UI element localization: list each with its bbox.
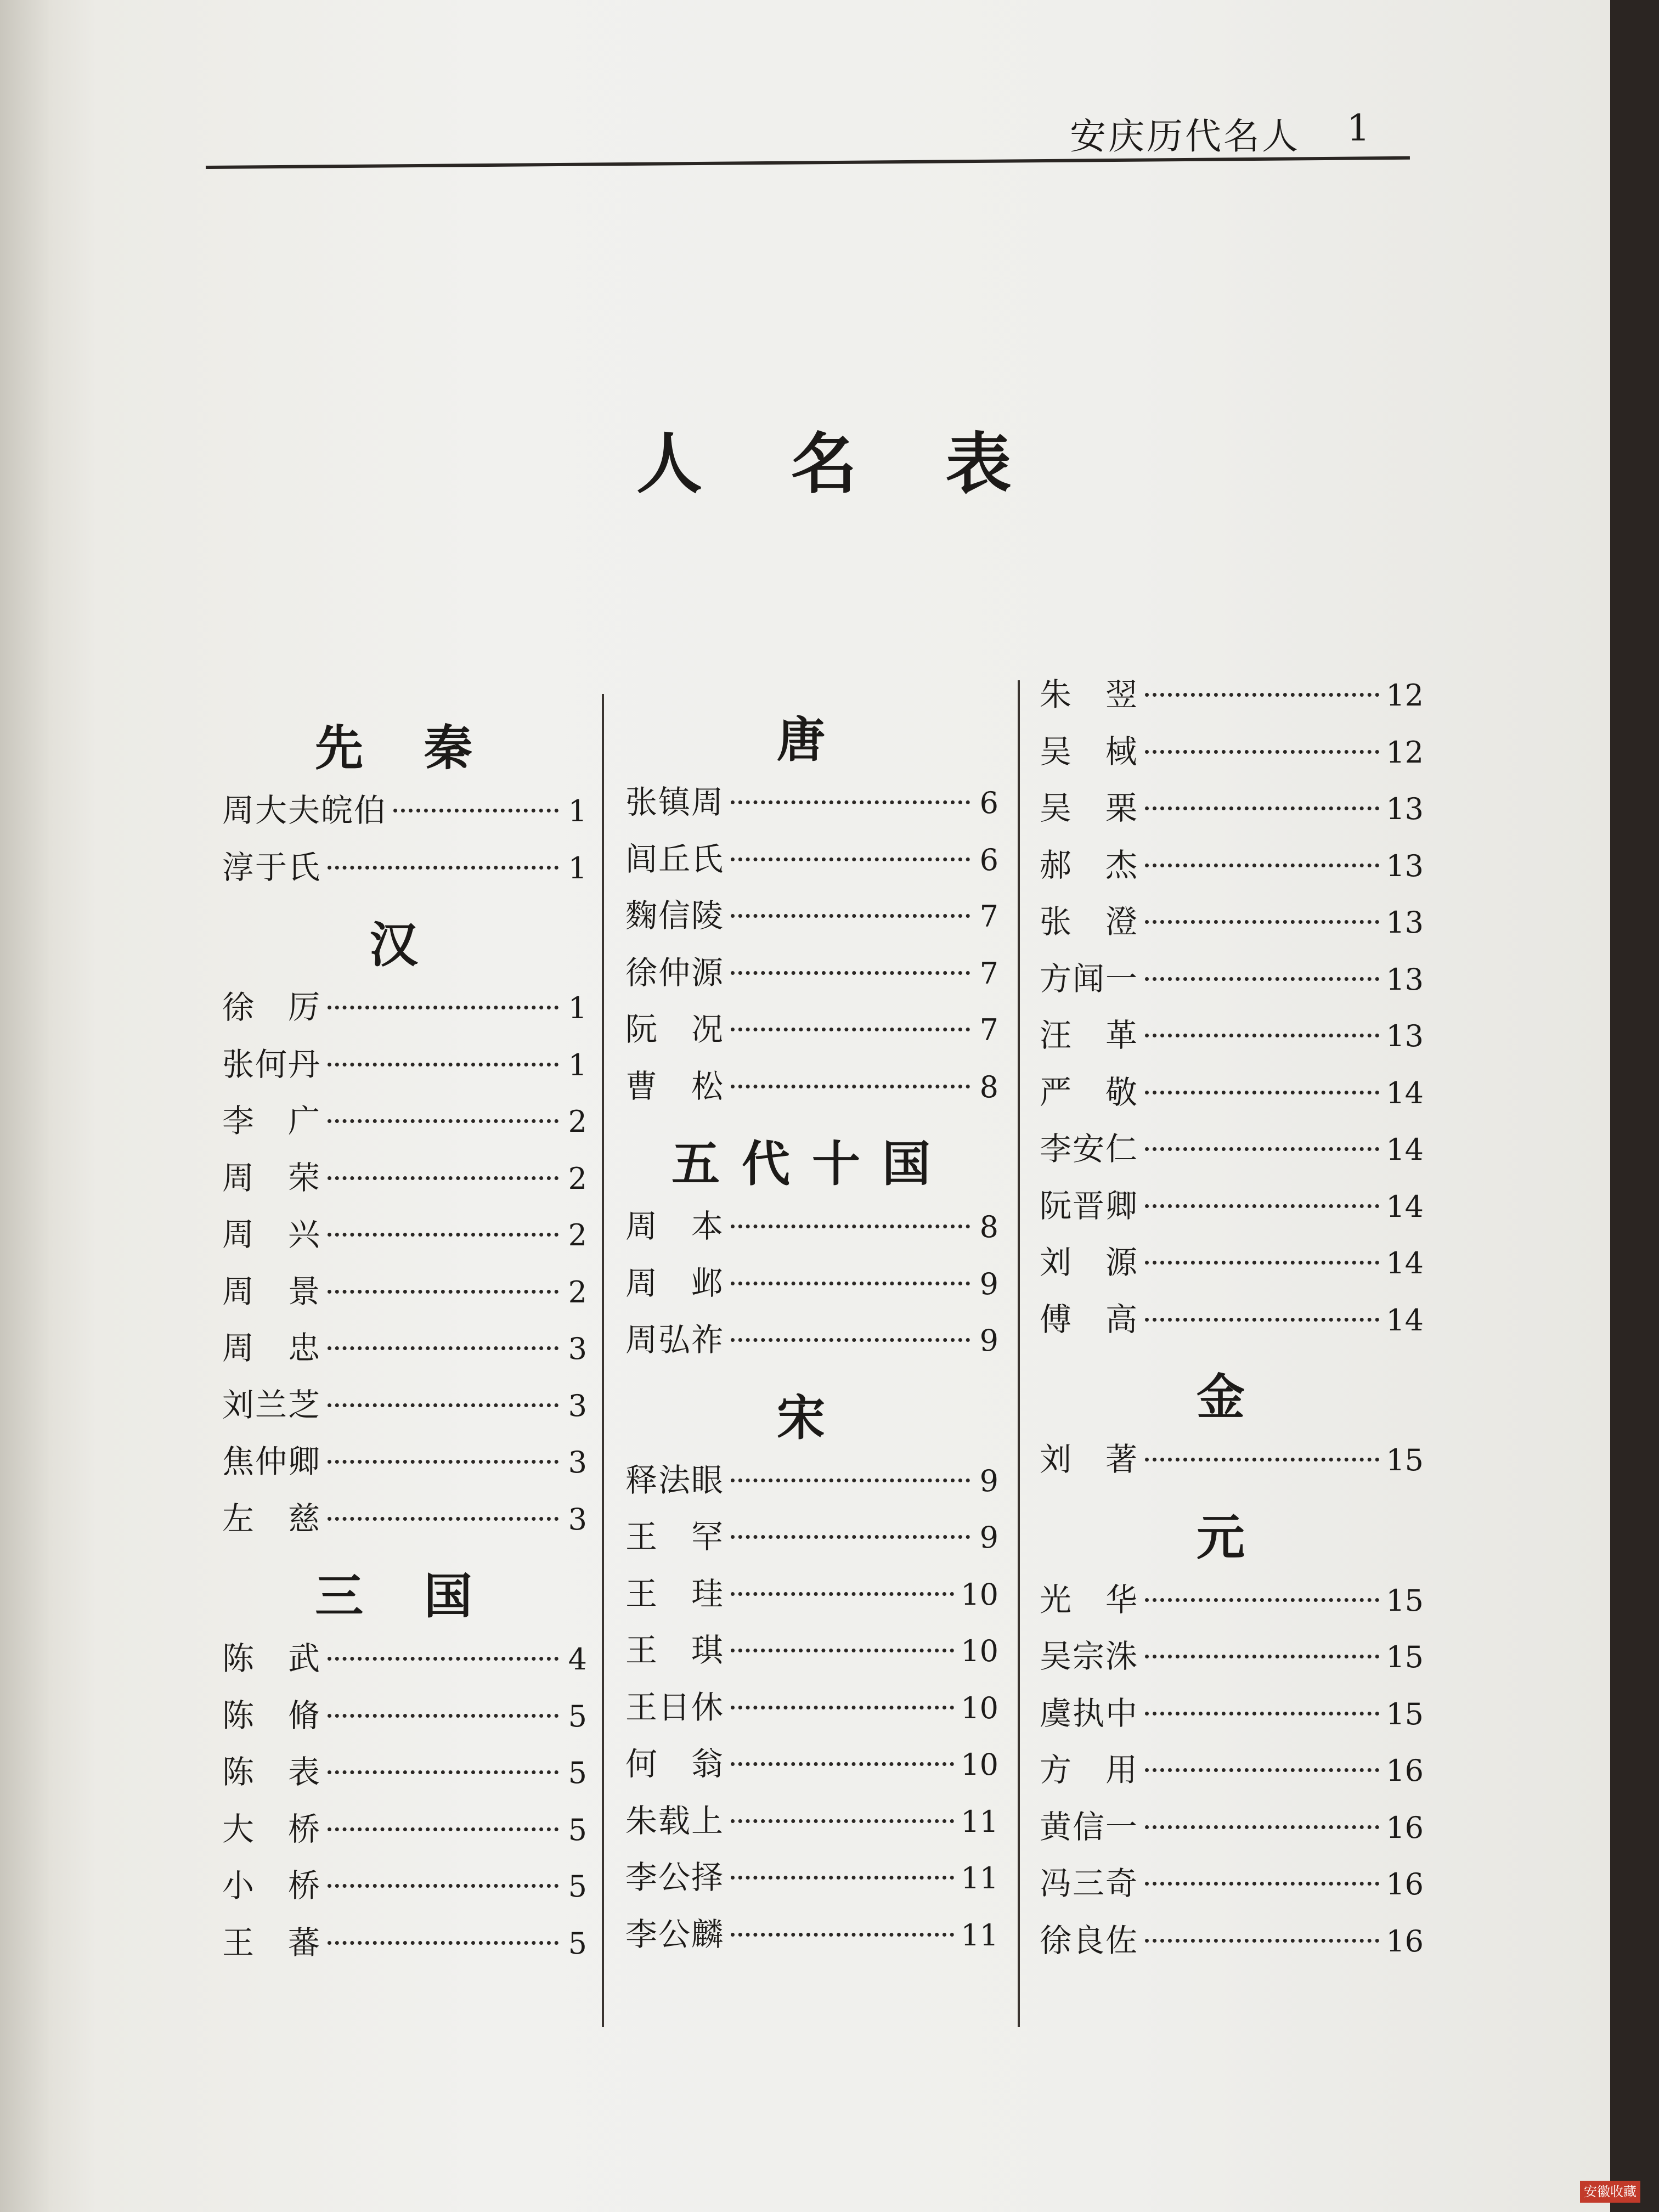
entry-page-number: 9 bbox=[979, 1266, 998, 1301]
index-entry bbox=[222, 1491, 587, 1548]
entry-page-number: 13 bbox=[1386, 1019, 1424, 1053]
dot-leader bbox=[731, 1479, 970, 1482]
index-entry bbox=[1040, 1064, 1424, 1121]
entry-name: 王日休 bbox=[625, 1688, 725, 1726]
index-entry bbox=[1040, 780, 1424, 837]
index-entry bbox=[1040, 1742, 1424, 1799]
index-entry bbox=[625, 831, 998, 888]
dot-leader bbox=[1145, 977, 1379, 981]
entry-name: 何 翁 bbox=[625, 1745, 725, 1782]
entry-name: 阮晋卿 bbox=[1040, 1187, 1139, 1224]
entry-page-number: 5 bbox=[568, 1869, 587, 1904]
dot-leader bbox=[1145, 1091, 1379, 1094]
entry-name: 刘 著 bbox=[1040, 1441, 1139, 1478]
index-entry bbox=[1040, 1572, 1424, 1629]
column-divider-2 bbox=[1018, 680, 1020, 2027]
index-entry bbox=[1040, 837, 1424, 894]
dot-leader bbox=[731, 914, 970, 918]
index-entry bbox=[625, 1849, 998, 1906]
index-entry bbox=[222, 1206, 587, 1263]
index-entry bbox=[1040, 724, 1424, 781]
entry-page-number: 7 bbox=[979, 956, 998, 991]
entry-name: 周 兴 bbox=[222, 1216, 321, 1253]
entry-page-number: 16 bbox=[1386, 1867, 1424, 1901]
entry-name: 周 景 bbox=[222, 1272, 321, 1310]
entry-name: 张 澄 bbox=[1040, 903, 1139, 940]
entry-page-number: 4 bbox=[568, 1642, 587, 1677]
entry-name: 方闻一 bbox=[1040, 960, 1139, 997]
dot-leader bbox=[328, 1770, 558, 1774]
dot-leader bbox=[1145, 1939, 1379, 1943]
dot-leader bbox=[1145, 1458, 1379, 1462]
dot-leader bbox=[328, 1233, 558, 1237]
entry-name: 刘兰芝 bbox=[222, 1386, 321, 1424]
entry-page-number: 15 bbox=[1386, 1696, 1424, 1731]
dot-leader bbox=[731, 1933, 954, 1937]
section-title: 五代十国 bbox=[671, 1135, 952, 1192]
dot-leader bbox=[731, 1876, 954, 1880]
dot-leader bbox=[328, 1714, 558, 1718]
entry-page-number: 11 bbox=[961, 1917, 998, 1953]
entry-page-number: 5 bbox=[568, 1812, 587, 1847]
entry-name: 曹 松 bbox=[625, 1067, 725, 1105]
dot-leader bbox=[731, 1028, 970, 1031]
entry-page-number: 11 bbox=[961, 1804, 998, 1839]
index-entry bbox=[1040, 1291, 1424, 1348]
section-title: 唐 bbox=[776, 711, 847, 768]
index-entry bbox=[222, 1150, 587, 1207]
entry-page-number: 16 bbox=[1386, 1923, 1424, 1959]
entry-page-number: 14 bbox=[1386, 1189, 1424, 1224]
watermark-stamp: 安徽收藏 bbox=[1580, 2181, 1640, 2203]
entry-page-number: 2 bbox=[568, 1274, 587, 1310]
entry-page-number: 7 bbox=[979, 899, 998, 934]
dot-leader bbox=[1145, 920, 1379, 924]
section-title: 三 国 bbox=[315, 1567, 494, 1624]
dot-leader bbox=[328, 1119, 558, 1123]
entry-name: 周 荣 bbox=[222, 1159, 321, 1197]
entry-page-number: 12 bbox=[1386, 678, 1424, 713]
entry-name: 刘 源 bbox=[1040, 1244, 1139, 1281]
entry-name: 傅 高 bbox=[1040, 1300, 1139, 1338]
entry-page-number: 6 bbox=[979, 842, 998, 877]
entry-page-number: 14 bbox=[1386, 1132, 1424, 1167]
index-entry bbox=[1040, 1799, 1424, 1856]
section-title: 金 bbox=[1196, 1368, 1267, 1425]
entry-name: 左 慈 bbox=[222, 1499, 321, 1537]
index-entry bbox=[625, 1001, 998, 1058]
dot-leader bbox=[1145, 1712, 1379, 1716]
entry-page-number: 16 bbox=[1386, 1810, 1424, 1845]
index-entry bbox=[625, 1058, 998, 1115]
page-binding-shadow bbox=[0, 0, 49, 2212]
running-header-page-number: 1 bbox=[1347, 107, 1370, 149]
dot-leader bbox=[328, 1403, 558, 1407]
index-column-1 bbox=[222, 713, 587, 1971]
entry-page-number: 5 bbox=[568, 1926, 587, 1961]
header-rule bbox=[206, 156, 1410, 169]
index-entry bbox=[1040, 1121, 1424, 1178]
dot-leader bbox=[328, 1941, 558, 1945]
index-entry bbox=[625, 1255, 998, 1312]
index-entry bbox=[1040, 1685, 1424, 1742]
entry-name: 冯三奇 bbox=[1040, 1865, 1139, 1902]
entry-page-number: 13 bbox=[1386, 905, 1424, 940]
dot-leader bbox=[1145, 1768, 1379, 1772]
index-entry bbox=[1040, 1431, 1424, 1488]
entry-page-number: 7 bbox=[979, 1013, 998, 1047]
entry-page-number: 5 bbox=[568, 1756, 587, 1790]
section-gap bbox=[625, 1115, 998, 1129]
index-entry bbox=[1040, 894, 1424, 951]
dot-leader bbox=[1145, 806, 1379, 810]
entry-page-number: 11 bbox=[961, 1861, 998, 1895]
entry-page-number: 10 bbox=[961, 1634, 998, 1668]
entry-page-number: 9 bbox=[979, 1323, 998, 1358]
entry-name: 周 忠 bbox=[222, 1329, 321, 1367]
index-entry bbox=[222, 782, 587, 839]
entry-name: 方 用 bbox=[1040, 1751, 1139, 1788]
dot-leader bbox=[328, 1006, 558, 1009]
section-gap bbox=[625, 1369, 998, 1383]
entry-page-number: 10 bbox=[961, 1690, 998, 1725]
dot-leader bbox=[328, 1460, 558, 1464]
dot-leader bbox=[1145, 1204, 1379, 1208]
entry-name: 徐 厉 bbox=[222, 989, 321, 1026]
dot-leader bbox=[328, 1063, 558, 1066]
dot-leader bbox=[731, 971, 970, 975]
entry-name: 李 广 bbox=[222, 1102, 321, 1139]
entry-name: 李公麟 bbox=[625, 1915, 725, 1953]
index-entry bbox=[625, 1736, 998, 1793]
index-entry bbox=[625, 1312, 998, 1369]
index-entry bbox=[1040, 1855, 1424, 1912]
index-entry bbox=[625, 1509, 998, 1566]
entry-page-number: 3 bbox=[568, 1502, 587, 1537]
entry-page-number: 16 bbox=[1386, 1753, 1424, 1788]
entry-page-number: 15 bbox=[1386, 1583, 1424, 1618]
index-entry bbox=[222, 1801, 587, 1858]
dot-leader bbox=[731, 1282, 970, 1285]
index-entry bbox=[1040, 1912, 1424, 1970]
dot-leader bbox=[328, 1884, 558, 1888]
entry-name: 陈 脩 bbox=[222, 1696, 321, 1734]
index-entry bbox=[222, 1263, 587, 1321]
index-entry bbox=[625, 888, 998, 945]
entry-name: 李安仁 bbox=[1040, 1130, 1139, 1167]
dot-leader bbox=[731, 1706, 954, 1709]
index-entry bbox=[222, 1915, 587, 1972]
entry-page-number: 15 bbox=[1386, 1443, 1424, 1477]
dot-leader bbox=[731, 1592, 954, 1596]
entry-page-number: 9 bbox=[979, 1520, 998, 1555]
section-title: 元 bbox=[1196, 1508, 1267, 1566]
entry-name: 徐良佐 bbox=[1040, 1921, 1139, 1959]
dot-leader bbox=[731, 1762, 954, 1766]
entry-name: 小 桥 bbox=[222, 1867, 321, 1904]
entry-name: 阮 况 bbox=[625, 1011, 725, 1048]
dot-leader bbox=[1145, 1034, 1379, 1037]
entry-name: 王 琪 bbox=[625, 1632, 725, 1669]
entry-page-number: 10 bbox=[961, 1577, 998, 1612]
entry-name: 王 罕 bbox=[625, 1518, 725, 1555]
index-entry bbox=[625, 1566, 998, 1623]
entry-page-number: 13 bbox=[1386, 848, 1424, 883]
index-entry bbox=[1040, 667, 1424, 724]
entry-page-number: 3 bbox=[568, 1388, 587, 1423]
dot-leader bbox=[1145, 1318, 1379, 1322]
section-gap bbox=[1040, 1488, 1424, 1503]
index-entry bbox=[1040, 1234, 1424, 1291]
entry-name: 汪 革 bbox=[1040, 1017, 1139, 1054]
dot-leader bbox=[1145, 750, 1379, 754]
entry-page-number: 12 bbox=[1386, 735, 1424, 770]
entry-page-number: 14 bbox=[1386, 1246, 1424, 1280]
dot-leader bbox=[1145, 1655, 1379, 1658]
entry-name: 王 珪 bbox=[625, 1575, 725, 1612]
entry-name: 吴 栗 bbox=[1040, 789, 1139, 827]
entry-page-number: 1 bbox=[568, 794, 587, 828]
entry-name: 淳于氏 bbox=[222, 848, 321, 886]
dot-leader bbox=[1145, 1825, 1379, 1829]
dot-leader bbox=[328, 1517, 558, 1521]
index-entry bbox=[1040, 1628, 1424, 1685]
index-entry bbox=[222, 1434, 587, 1491]
dot-leader bbox=[731, 857, 970, 861]
entry-page-number: 3 bbox=[568, 1331, 587, 1366]
entry-name: 朱载上 bbox=[625, 1802, 725, 1839]
index-entry bbox=[222, 839, 587, 896]
running-header-title: 安庆历代名人 bbox=[1070, 115, 1300, 157]
index-entry bbox=[625, 1198, 998, 1255]
entry-page-number: 5 bbox=[568, 1699, 587, 1734]
entry-name: 周弘祚 bbox=[625, 1321, 725, 1358]
entry-page-number: 10 bbox=[961, 1747, 998, 1782]
entry-page-number: 8 bbox=[979, 1210, 998, 1244]
entry-name: 大 桥 bbox=[222, 1810, 321, 1848]
section-gap bbox=[222, 896, 587, 910]
entry-name: 李公择 bbox=[625, 1859, 725, 1896]
dot-leader bbox=[328, 866, 558, 870]
dot-leader bbox=[731, 1338, 970, 1342]
entry-name: 闾丘氏 bbox=[625, 840, 725, 878]
index-entry bbox=[222, 1093, 587, 1150]
section-title: 宋 bbox=[776, 1389, 847, 1446]
entry-name: 释法眼 bbox=[625, 1461, 725, 1499]
index-entry bbox=[625, 1906, 998, 1963]
entry-name: 周 邺 bbox=[625, 1264, 725, 1302]
index-column-3 bbox=[1040, 667, 1424, 1969]
index-entry bbox=[222, 1688, 587, 1745]
entry-name: 徐仲源 bbox=[625, 953, 725, 991]
entry-name: 虞执中 bbox=[1040, 1694, 1139, 1732]
index-entry bbox=[222, 1744, 587, 1801]
dot-leader bbox=[328, 1176, 558, 1180]
dot-leader bbox=[328, 1827, 558, 1831]
entry-name: 陈 表 bbox=[222, 1753, 321, 1791]
dot-leader bbox=[1145, 1261, 1379, 1265]
dot-leader bbox=[328, 1290, 558, 1294]
index-entry bbox=[625, 1622, 998, 1679]
entry-page-number: 13 bbox=[1386, 792, 1424, 826]
dot-leader bbox=[393, 809, 558, 812]
entry-name: 周 本 bbox=[625, 1207, 725, 1245]
entry-page-number: 13 bbox=[1386, 962, 1424, 997]
index-entry bbox=[1040, 1178, 1424, 1235]
entry-page-number: 2 bbox=[568, 1161, 587, 1196]
index-entry bbox=[222, 979, 587, 1036]
entry-name: 陈 武 bbox=[222, 1640, 321, 1677]
entry-name: 麴信陵 bbox=[625, 897, 725, 934]
index-column-2 bbox=[625, 705, 998, 1963]
entry-page-number: 8 bbox=[979, 1069, 998, 1104]
entry-page-number: 3 bbox=[568, 1445, 587, 1480]
index-entry bbox=[222, 1377, 587, 1434]
entry-page-number: 14 bbox=[1386, 1075, 1424, 1110]
entry-page-number: 1 bbox=[568, 1047, 587, 1082]
index-entry bbox=[222, 1630, 587, 1688]
entry-name: 王 蕃 bbox=[222, 1923, 321, 1961]
index-entry bbox=[1040, 951, 1424, 1008]
section-title: 汉 bbox=[369, 916, 440, 973]
index-entry bbox=[222, 1036, 587, 1093]
entry-page-number: 14 bbox=[1386, 1302, 1424, 1338]
entry-page-number: 1 bbox=[568, 850, 587, 885]
index-entry bbox=[625, 1793, 998, 1850]
entry-page-number: 2 bbox=[568, 1104, 587, 1139]
dot-leader bbox=[731, 1224, 970, 1228]
index-entry bbox=[625, 1679, 998, 1736]
dot-leader bbox=[731, 1535, 970, 1539]
entry-page-number: 15 bbox=[1386, 1640, 1424, 1674]
index-entry bbox=[625, 774, 998, 831]
entry-name: 朱 翌 bbox=[1040, 676, 1139, 713]
entry-name: 黄信一 bbox=[1040, 1808, 1139, 1846]
dot-leader bbox=[731, 1819, 954, 1823]
entry-page-number: 1 bbox=[568, 991, 587, 1025]
page-title: 人 名 表 bbox=[636, 425, 1045, 503]
dot-leader bbox=[1145, 693, 1379, 697]
index-entry bbox=[222, 1858, 587, 1915]
entry-name: 郝 杰 bbox=[1040, 846, 1139, 884]
dot-leader bbox=[731, 1649, 954, 1652]
dot-leader bbox=[328, 1657, 558, 1661]
column-divider-1 bbox=[602, 694, 604, 2027]
entry-name: 光 华 bbox=[1040, 1581, 1139, 1618]
dot-leader bbox=[1145, 1598, 1379, 1602]
section-gap bbox=[222, 1547, 587, 1561]
entry-name: 焦仲卿 bbox=[222, 1443, 321, 1480]
dot-leader bbox=[1145, 1882, 1379, 1886]
index-entry bbox=[1040, 1007, 1424, 1064]
entry-page-number: 6 bbox=[979, 786, 998, 820]
section-gap bbox=[1040, 1348, 1424, 1362]
entry-name: 张何丹 bbox=[222, 1045, 321, 1083]
entry-page-number: 9 bbox=[979, 1463, 998, 1498]
entry-name: 吴宗洙 bbox=[1040, 1638, 1139, 1675]
dot-leader bbox=[731, 1085, 970, 1088]
index-entry bbox=[625, 1452, 998, 1509]
dot-leader bbox=[1145, 1147, 1379, 1151]
entry-page-number: 2 bbox=[568, 1218, 587, 1252]
dot-leader bbox=[1145, 864, 1379, 867]
index-entry bbox=[222, 1320, 587, 1377]
entry-name: 周大夫皖伯 bbox=[222, 792, 387, 829]
entry-name: 吴 棫 bbox=[1040, 732, 1139, 770]
entry-name: 严 敬 bbox=[1040, 1073, 1139, 1111]
dot-leader bbox=[731, 800, 970, 804]
entry-name: 张镇周 bbox=[625, 783, 725, 821]
dot-leader bbox=[328, 1346, 558, 1350]
section-title: 先 秦 bbox=[315, 719, 494, 776]
index-entry bbox=[625, 945, 998, 1002]
